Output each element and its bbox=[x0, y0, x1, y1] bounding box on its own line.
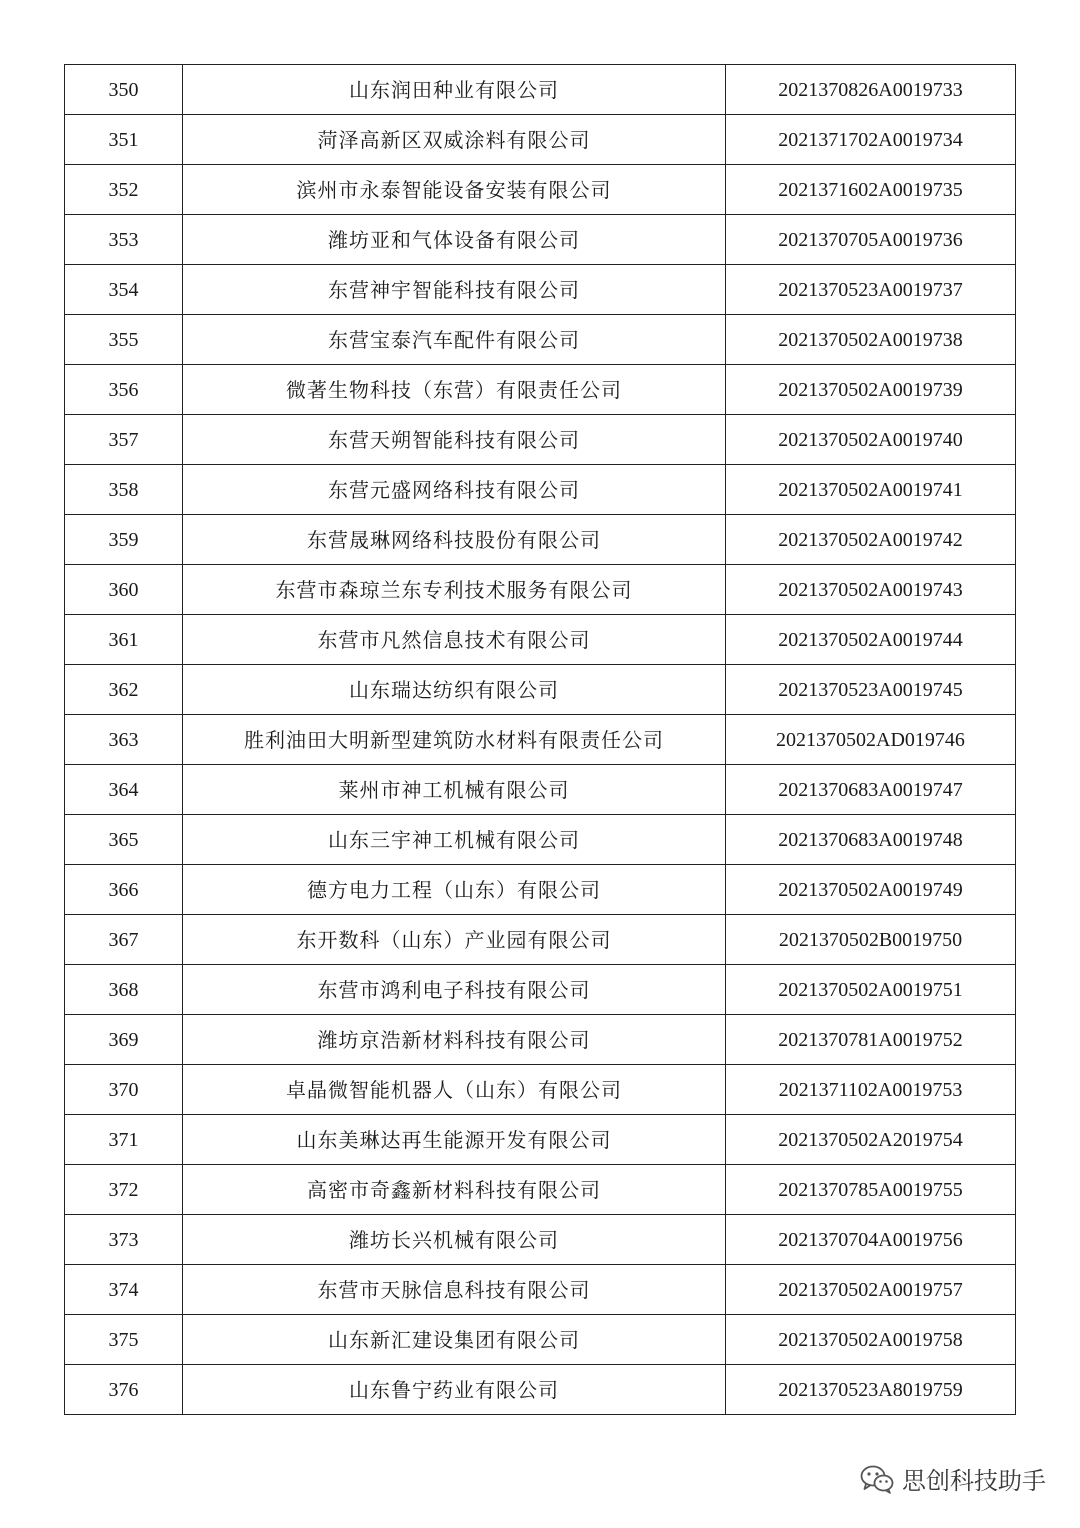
table-row bbox=[65, 1165, 1016, 1215]
registration-code: 2021370502A0019749 bbox=[726, 865, 1016, 915]
table-row bbox=[65, 1215, 1016, 1265]
company-name: 高密市奇鑫新材料科技有限公司 bbox=[183, 1165, 726, 1215]
company-name: 山东鲁宁药业有限公司 bbox=[183, 1365, 726, 1415]
row-number: 361 bbox=[65, 615, 183, 665]
row-number: 373 bbox=[65, 1215, 183, 1265]
company-name: 东营市鸿利电子科技有限公司 bbox=[183, 965, 726, 1015]
table-row bbox=[65, 265, 1016, 315]
row-number: 371 bbox=[65, 1115, 183, 1165]
registration-code: 2021370502A0019740 bbox=[726, 415, 1016, 465]
registration-code: 2021370502AD019746 bbox=[726, 715, 1016, 765]
registration-code: 2021370502A0019741 bbox=[726, 465, 1016, 515]
row-number: 364 bbox=[65, 765, 183, 815]
row-number: 355 bbox=[65, 315, 183, 365]
table-row bbox=[65, 865, 1016, 915]
table-row bbox=[65, 315, 1016, 365]
row-number: 374 bbox=[65, 1265, 183, 1315]
table-row bbox=[65, 115, 1016, 165]
registration-code: 2021370502A0019739 bbox=[726, 365, 1016, 415]
watermark-text: 思创科技助手 bbox=[902, 1467, 1046, 1495]
company-name: 山东瑞达纺织有限公司 bbox=[183, 665, 726, 715]
row-number: 363 bbox=[65, 715, 183, 765]
table-row bbox=[65, 415, 1016, 465]
row-number: 368 bbox=[65, 965, 183, 1015]
company-name: 微著生物科技（东营）有限责任公司 bbox=[183, 365, 726, 415]
registration-code: 2021370523A0019737 bbox=[726, 265, 1016, 315]
wechat-icon bbox=[860, 1464, 894, 1494]
table-row bbox=[65, 665, 1016, 715]
registration-code: 2021370826A0019733 bbox=[726, 65, 1016, 115]
table-row bbox=[65, 215, 1016, 265]
registration-code: 2021370502A2019754 bbox=[726, 1115, 1016, 1165]
table-row bbox=[65, 1065, 1016, 1115]
company-name: 潍坊京浩新材料科技有限公司 bbox=[183, 1015, 726, 1065]
registration-code: 2021370502A0019758 bbox=[726, 1315, 1016, 1365]
registration-code: 2021370502B0019750 bbox=[726, 915, 1016, 965]
company-name: 东营晟琳网络科技股份有限公司 bbox=[183, 515, 726, 565]
row-number: 369 bbox=[65, 1015, 183, 1065]
table-row bbox=[65, 715, 1016, 765]
row-number: 375 bbox=[65, 1315, 183, 1365]
row-number: 351 bbox=[65, 115, 183, 165]
company-name: 德方电力工程（山东）有限公司 bbox=[183, 865, 726, 915]
company-name: 滨州市永泰智能设备安装有限公司 bbox=[183, 165, 726, 215]
table-row bbox=[65, 815, 1016, 865]
company-name: 卓晶微智能机器人（山东）有限公司 bbox=[183, 1065, 726, 1115]
registration-code: 2021370781A0019752 bbox=[726, 1015, 1016, 1065]
company-name: 东营市天脉信息科技有限公司 bbox=[183, 1265, 726, 1315]
table-row bbox=[65, 515, 1016, 565]
table-row bbox=[65, 915, 1016, 965]
company-name: 山东新汇建设集团有限公司 bbox=[183, 1315, 726, 1365]
company-name: 潍坊亚和气体设备有限公司 bbox=[183, 215, 726, 265]
row-number: 356 bbox=[65, 365, 183, 415]
registration-code: 2021370683A0019747 bbox=[726, 765, 1016, 815]
table-row bbox=[65, 965, 1016, 1015]
table-row bbox=[65, 1365, 1016, 1415]
company-name: 东营神宇智能科技有限公司 bbox=[183, 265, 726, 315]
registration-code: 2021371602A0019735 bbox=[726, 165, 1016, 215]
registration-code: 2021370785A0019755 bbox=[726, 1165, 1016, 1215]
company-name: 东开数科（山东）产业园有限公司 bbox=[183, 915, 726, 965]
registration-code: 2021370705A0019736 bbox=[726, 215, 1016, 265]
company-name: 山东美琳达再生能源开发有限公司 bbox=[183, 1115, 726, 1165]
registration-code: 2021370502A0019738 bbox=[726, 315, 1016, 365]
company-name: 潍坊长兴机械有限公司 bbox=[183, 1215, 726, 1265]
company-name: 东营天朔智能科技有限公司 bbox=[183, 415, 726, 465]
table-row bbox=[65, 1315, 1016, 1365]
row-number: 350 bbox=[65, 65, 183, 115]
registration-code: 2021370502A0019743 bbox=[726, 565, 1016, 615]
table-row bbox=[65, 165, 1016, 215]
row-number: 367 bbox=[65, 915, 183, 965]
company-name: 胜利油田大明新型建筑防水材料有限责任公司 bbox=[183, 715, 726, 765]
row-number: 376 bbox=[65, 1365, 183, 1415]
account-watermark bbox=[860, 1461, 1046, 1496]
table-row bbox=[65, 565, 1016, 615]
registration-code: 2021370502A0019742 bbox=[726, 515, 1016, 565]
row-number: 357 bbox=[65, 415, 183, 465]
table-row bbox=[65, 65, 1016, 115]
registration-code: 2021371102A0019753 bbox=[726, 1065, 1016, 1115]
row-number: 360 bbox=[65, 565, 183, 615]
company-name: 莱州市神工机械有限公司 bbox=[183, 765, 726, 815]
table-row bbox=[65, 615, 1016, 665]
registration-code: 2021370523A0019745 bbox=[726, 665, 1016, 715]
company-name: 东营市森琼兰东专利技术服务有限公司 bbox=[183, 565, 726, 615]
company-name: 东营市凡然信息技术有限公司 bbox=[183, 615, 726, 665]
registration-code: 2021370683A0019748 bbox=[726, 815, 1016, 865]
row-number: 358 bbox=[65, 465, 183, 515]
row-number: 370 bbox=[65, 1065, 183, 1115]
row-number: 359 bbox=[65, 515, 183, 565]
registration-code: 2021371702A0019734 bbox=[726, 115, 1016, 165]
row-number: 372 bbox=[65, 1165, 183, 1215]
row-number: 362 bbox=[65, 665, 183, 715]
company-registry-table bbox=[64, 64, 1016, 1415]
row-number: 353 bbox=[65, 215, 183, 265]
company-name: 山东润田种业有限公司 bbox=[183, 65, 726, 115]
row-number: 354 bbox=[65, 265, 183, 315]
registration-code: 2021370502A0019751 bbox=[726, 965, 1016, 1015]
table-body bbox=[65, 65, 1016, 1415]
table-row bbox=[65, 765, 1016, 815]
registration-code: 2021370502A0019744 bbox=[726, 615, 1016, 665]
row-number: 366 bbox=[65, 865, 183, 915]
table-row bbox=[65, 365, 1016, 415]
row-number: 365 bbox=[65, 815, 183, 865]
company-name: 山东三宇神工机械有限公司 bbox=[183, 815, 726, 865]
table-row bbox=[65, 465, 1016, 515]
table-row bbox=[65, 1115, 1016, 1165]
registration-code: 2021370502A0019757 bbox=[726, 1265, 1016, 1315]
company-name: 菏泽高新区双威涂料有限公司 bbox=[183, 115, 726, 165]
table-row bbox=[65, 1265, 1016, 1315]
company-name: 东营元盛网络科技有限公司 bbox=[183, 465, 726, 515]
company-name: 东营宝泰汽车配件有限公司 bbox=[183, 315, 726, 365]
registration-code: 2021370523A8019759 bbox=[726, 1365, 1016, 1415]
table-row bbox=[65, 1015, 1016, 1065]
registration-code: 2021370704A0019756 bbox=[726, 1215, 1016, 1265]
row-number: 352 bbox=[65, 165, 183, 215]
